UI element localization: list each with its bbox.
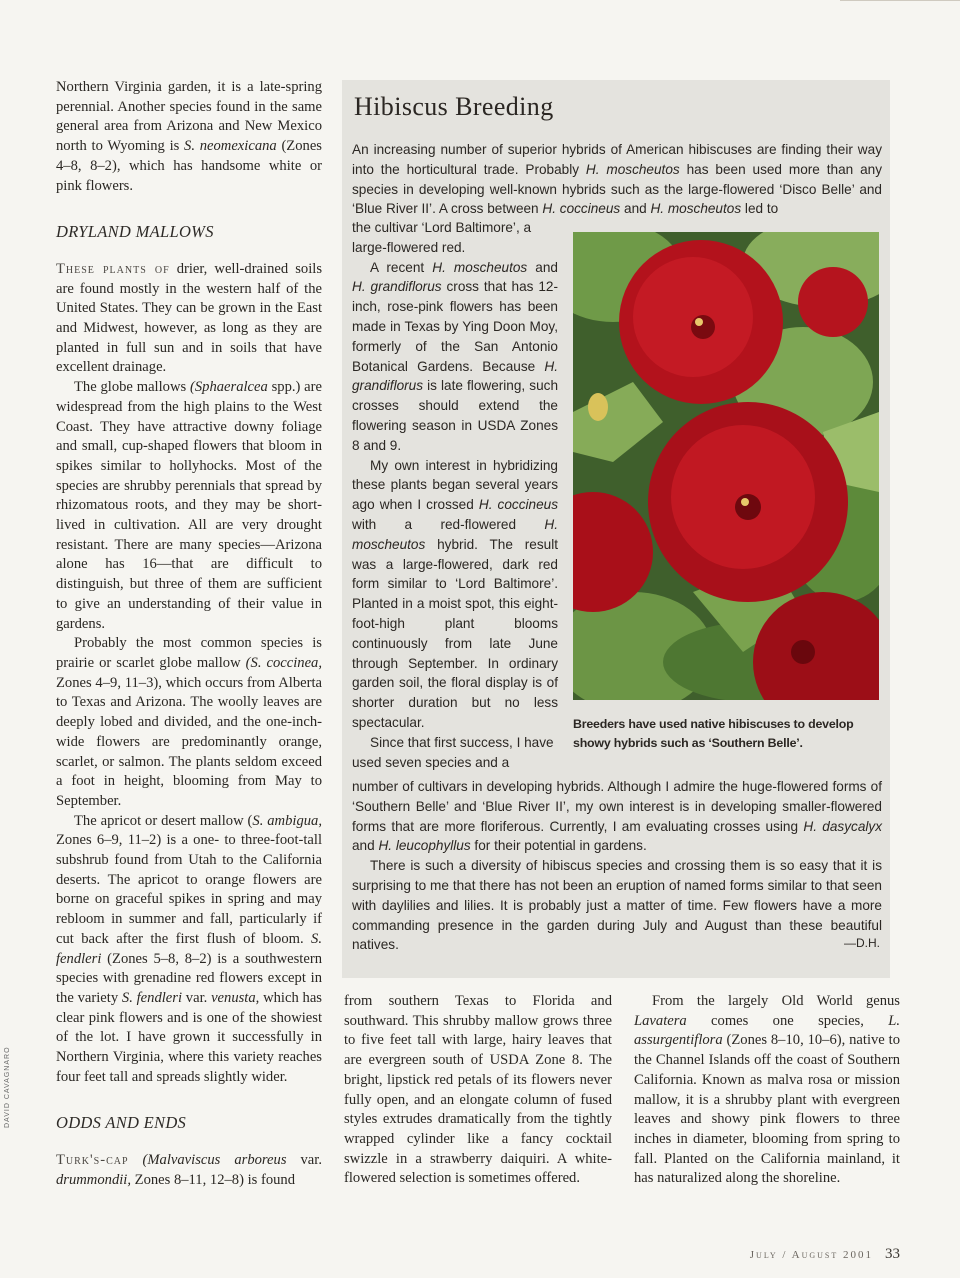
subhead-dryland-mallows: DRYLAND MALLOWS [56, 222, 214, 242]
top-rule [840, 0, 960, 1]
sidebar-narrow-column: the cultivar ‘Lord Baltimore’, a large-flowered red. A recent H. moscheutos and H. grandiflorus cross that has 12-inch, rose-pink flowers has been made in Texas by Ying Doon Moy, formerly of the San Antonio Botanical Gardens. Because H. grandiflorus is late flowering, such crosses should extend the flowering season in USDA Zones 8 and 9. My own interest in hybridizing these plants began several years ago when I crossed H. coccineus with a red-flowered H. moscheutos hybrid. The result was a large-flowered, dark red form similar to ‘Lord Baltimore’. Planted in a moist spot, this eight-foot-high plant blooms continuously from late June through September. In ordinary garden soil, the floral display is of shorter duration but no less spectacular. Since that first success, I have used seven species and a [352, 220, 558, 770]
author-signature: —D.H. [844, 936, 880, 950]
photo-caption: Breeders have used native hibiscuses to develop showy hybrids such as ‘Southern Belle’. [573, 717, 854, 750]
left-column [56, 78, 322, 1191]
turks-cap-paragraph: Turk's-cap (Malvaviscus arboreus var. drummondii, Zones 8–11, 12–8) is found [56, 1152, 322, 1188]
hibiscus-photo [573, 232, 879, 700]
sidebar-title: Hibiscus Breeding [354, 92, 554, 121]
issue-date: July / August 2001 [749, 1249, 873, 1261]
page-number: 33 [885, 1246, 900, 1262]
apricot-mallow-paragraph: The apricot or desert mallow (S. ambigua, Zones 6–9, 11–2) is a one- to three-foot-tall subshrub found from Utah to the California deserts. The apricot to orange flowers are borne on graceful spikes in spring and may rebloom in summer and fall, particularly if cut back after the first flush of bloom. S. fendleri (Zones 5–8, 8–2) is a southwestern species with grenadine red flowers except in the variety S. fendleri var. venusta, which has clear pink flowers and is one of the showiest of the lot. I have grown it successfully in Northern Virginia, where this variety reaches four feet tall and spreads slightly wider. [56, 812, 322, 1085]
sidebar-texas-paragraph: A recent H. moscheutos and H. grandiflorus cross that has 12-inch, rose-pink flowers has been made in Texas by Ying Doon Moy, formerly of the San Antonio Botanical Gardens. Because H. grandiflorus is late flowering, such crosses should extend the flowering season in USDA Zones 8 and 9. [352, 259, 558, 453]
folio [750, 1246, 900, 1263]
sidebar-diversity-paragraph: There is such a diversity of hibiscus species and crossing them is so easy that it is surprising to me that there has not been an eruption of named forms similar to that seen with daylilies and lilies. It is probably just a matter of time. Few flowers have a more commanding presence in the garden during July and August than these beautiful natives. [352, 858, 882, 953]
sidebar-intro-paragraph: An increasing number of superior hybrids of American hibiscuses are finding their way into the horticultural trade. Probably H. moscheutos has been used more than any species in developing well-known hybrids such as the large-flowered ‘Disco Belle’ and ‘Blue River II’. A cross between H. coccineus and H. moscheutos led to [352, 142, 882, 217]
prairie-mallow-paragraph: Probably the most common species is prairie or scarlet globe mallow (S. coccinea, Zones 4–9, 11–3), which occurs from Alberta to Texas and Arizona. The woolly leaves are deeply lobed and divided, and the one-inch-wide flowers are predominantly orange, scarlet, or salmon. The plants seldom exceed a foot in height, blooming from May to September. [56, 635, 322, 809]
sidebar-own-interest-paragraph: My own interest in hybridizing these plants began several years ago when I crossed H. coccineus with a red-flowered H. moscheutos hybrid. The result was a large-flowered, dark red form similar to ‘Lord Baltimore’. Planted in a moist spot, this eight-foot-high plant blooms continuously from late June through September. In ordinary garden soil, the floral display is of shorter duration but no less spectacular. [352, 457, 558, 730]
middle-column: from southern Texas to Florida and southward. This shrubby mallow grows three to five feet tall with large, hairy leaves that are evergreen south of USDA Zone 8. The bright, lipstick red petals of its flowers never fully open, and an elongate column of fused styles extrudes dramatically from the tightly wrapped cylinder like a fancy cocktail swizzle in a strawberry daiquiri. A white-flowered selection is sometimes offered. [344, 993, 612, 1187]
right-column [634, 992, 900, 1189]
dryland-paragraph: These plants of drier, well-drained soils are found mostly in the western half of the United States. They can be grown in the East and Midwest, however, as long as they are planted in full sun and in soils that have excellent drainage. [56, 260, 322, 376]
sidebar-cultivars-paragraph: number of cultivars in developing hybrids. Although I admire the huge-flowered forms of ‘Southern Belle’ and ‘Blue River II’, my own interest is in developing smaller-flowered forms that are more floriferous. Currently, I am evaluating crosses using H. dasycalyx and H. leucophyllus for their potential in gardens. There is such a diversity of hibiscus species and crossing them is so easy that it is surprising to me that there has not been an eruption of named forms similar to that seen with daylilies and lilies. It is probably just a matter of time. Few flowers have a more commanding presence in the garden during July and August than these beautiful natives. [352, 777, 882, 955]
intro-paragraph: Northern Virginia garden, it is a late-spring perennial. Another species found in the same general area from Arizona and New Mexico north to Wyoming is S. neomexicana (Zones 4–8, 8–2), which has handsome white or pink flowers. [56, 79, 322, 194]
hibiscus-breeding-sidebar [342, 80, 890, 978]
subhead-odds-and-ends: ODDS AND ENDS [56, 1113, 187, 1133]
lavatera-paragraph: From the largely Old World genus Lavatera comes one species, L. assurgentiflora (Zones 8–10, 10–6), native to the Channel Islands off the coast of Southern California. Known as malva rosa or mission mallow, it is a shrubby plant with evergreen leaves and showy pink flowers to three inches in diameter, blooming from spring to fall. Planted on the California mainland, it has naturalized along the shoreline. [634, 993, 900, 1187]
globe-mallow-paragraph: The globe mallows (Sphaeralcea spp.) are widespread from the high plains to the West Coast. They have attractive downy foliage and small, cup-shaped flowers that bloom in spikes similar to hollyhocks. Most of the species are shrubby perennials that spread by rhizomatous roots, and they may be short-lived in cultivation. All are very drought resistant. There are many species—Arizona alone has 16—that are difficult to distinguish, but three of them are sufficient to give an understanding of their value in gardens. [56, 379, 322, 632]
photo-credit: DAVID CAVAGNARO [4, 1046, 11, 1128]
